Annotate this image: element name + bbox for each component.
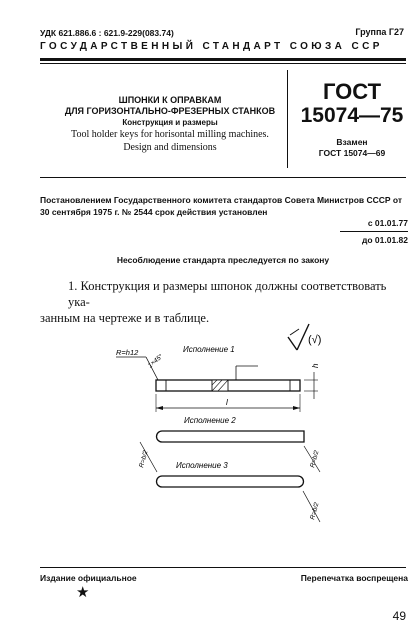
- effective-from: с 01.01.77: [367, 218, 408, 228]
- page-number: 49: [392, 609, 406, 623]
- law-notice: Несоблюдение стандарта преследуется по закону: [116, 255, 330, 265]
- header-rule-thin: [40, 63, 406, 64]
- header-rule-thick: [40, 58, 406, 61]
- key-variant-3: [157, 476, 304, 487]
- chamfer-label: 1×45°: [146, 353, 165, 370]
- date-rule: [340, 231, 408, 232]
- variant-3-left-radius-label: R=b/2: [138, 449, 150, 469]
- official-edition: Издание официальное: [40, 573, 137, 583]
- roughness-note: (√): [308, 334, 322, 346]
- reprint-forbidden: Перепечатка воспрещена: [300, 573, 408, 583]
- title-divider-vertical: [287, 70, 288, 168]
- paragraph-1-line-1: 1. Конструкция и размеры шпонок должны соответствовать ука-: [68, 279, 387, 309]
- gost-label: ГОСТ: [322, 79, 382, 104]
- gost-number: 15074—75: [300, 104, 404, 127]
- variant-2-radius-label: R=b/2: [309, 449, 321, 469]
- title-line-1: ШПОНКИ К ОПРАВКАМ: [118, 95, 222, 105]
- document-title: [62, 95, 278, 128]
- classification-group: Группа Г27: [355, 27, 404, 37]
- l-dimension-label: l: [226, 398, 228, 407]
- variant-3-label: Исполнение 3: [176, 461, 228, 470]
- effective-to: до 01.01.82: [361, 235, 408, 245]
- gost-designation: [296, 80, 408, 128]
- title-line-3: Конструкция и размеры: [122, 118, 218, 127]
- l-arrow-right: [293, 406, 300, 410]
- variant-3-right-radius-label: R=b/2: [309, 501, 321, 521]
- udk-code: УДК 621.886.6 : 621.9-229(083.74): [40, 28, 174, 38]
- decree-text: Постановлением Государственного комитета стандартов Совета Министров СССР от 30 сентября 1975 г. № 2544 срок действия установлен: [40, 195, 403, 217]
- english-title: [64, 128, 276, 154]
- english-title-line-2: Design and dimensions: [123, 142, 217, 153]
- variant-1-label: Исполнение 1: [183, 345, 235, 354]
- tolerance-label: R=h12: [116, 348, 139, 357]
- variant-2-label: Исполнение 2: [184, 416, 236, 425]
- key-variant-2: [157, 431, 305, 442]
- footer-rule: [40, 567, 406, 568]
- star-icon: ★: [76, 584, 90, 601]
- title-line-2: ДЛЯ ГОРИЗОНТАЛЬНО-ФРЕЗЕРНЫХ СТАНКОВ: [64, 106, 276, 116]
- key-variant-1: [156, 380, 300, 391]
- replaces-block: [296, 137, 408, 159]
- key-drawing: [0, 310, 418, 532]
- english-title-line-1: Tool holder keys for horisontal milling machines.: [71, 129, 269, 140]
- l-arrow-left: [156, 406, 163, 410]
- replaces-label: Взамен: [336, 137, 368, 147]
- title-bottom-rule: [40, 177, 406, 178]
- replaces-number: ГОСТ 15074—69: [318, 148, 386, 158]
- paragraph-1-line-2: занным на чертеже и в таблице.: [40, 311, 210, 325]
- roughness-sign-icon: [288, 324, 309, 350]
- state-standard-banner: ГОСУДАРСТВЕННЫЙ СТАНДАРТ СОЮЗА ССР: [40, 41, 383, 52]
- h-dimension-label: h: [311, 363, 320, 368]
